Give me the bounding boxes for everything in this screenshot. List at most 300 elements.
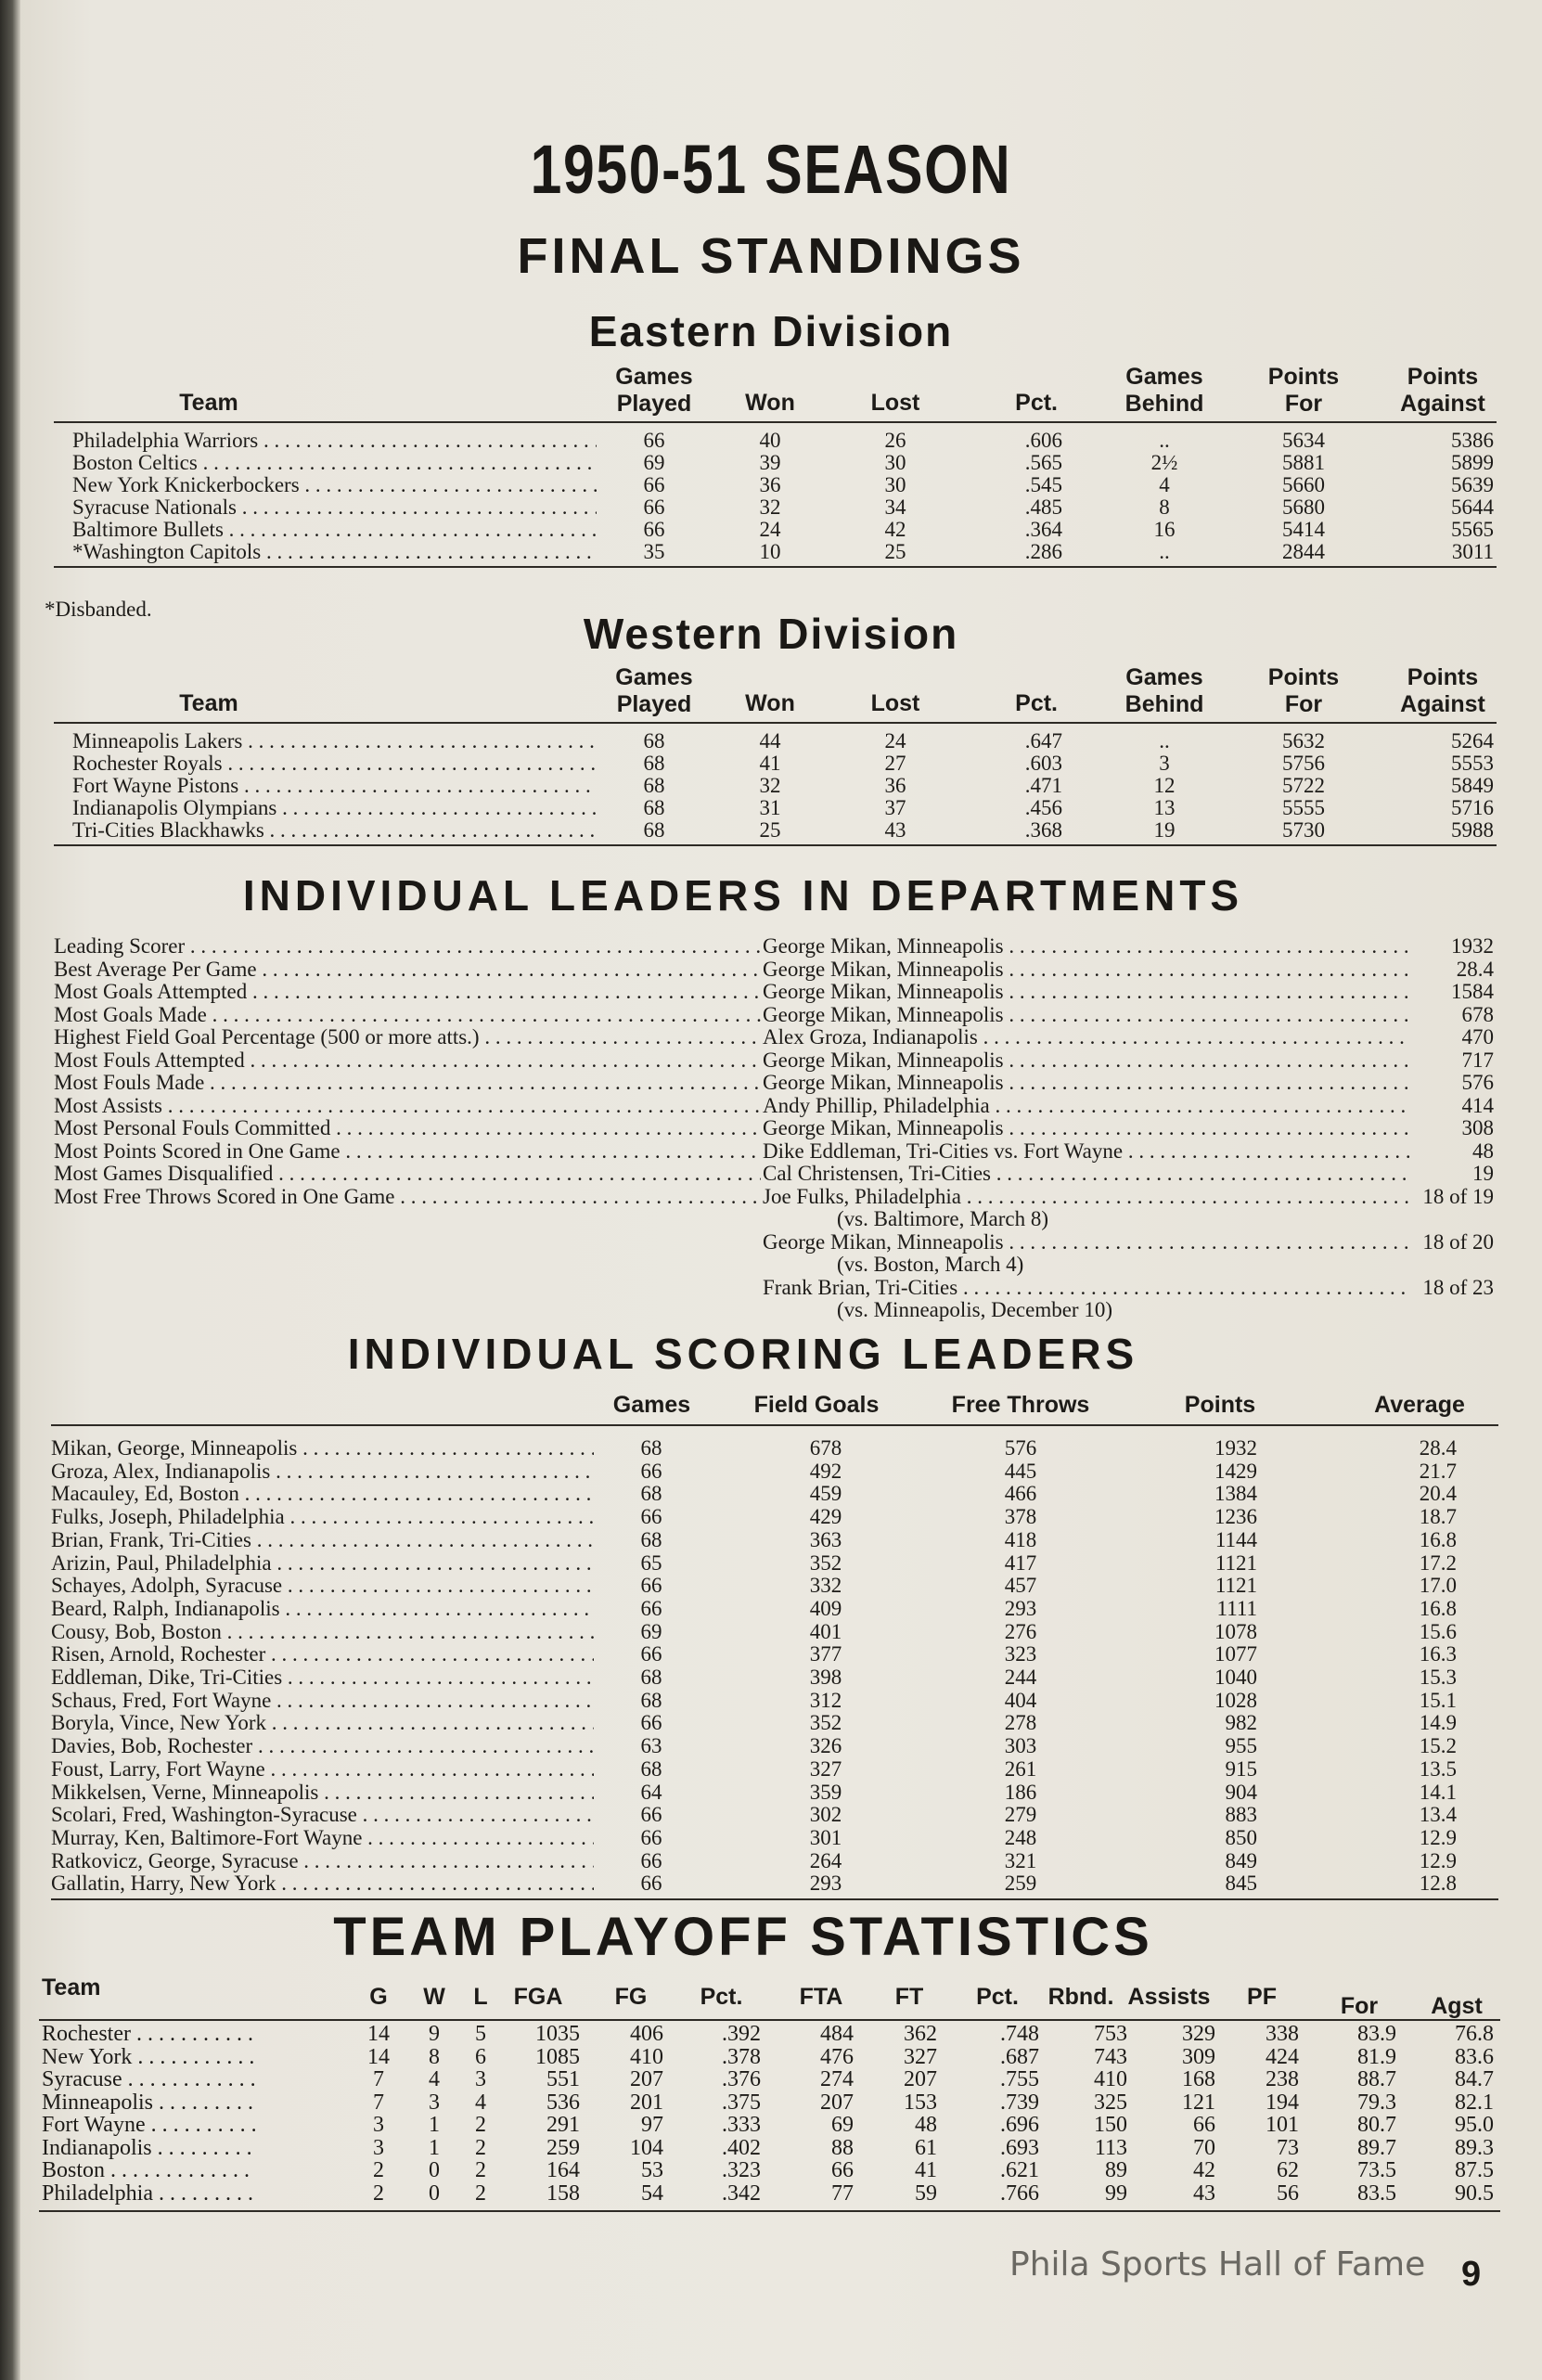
points: 1040 — [1214, 1666, 1257, 1689]
fga: 291 — [546, 2113, 580, 2137]
col-header-pct: Pct. — [1015, 690, 1058, 716]
team-name: Baltimore Bullets . . . — [72, 518, 597, 541]
col-header-pct: Pct. — [1015, 390, 1058, 416]
lost: 24 — [884, 729, 906, 753]
points-against: 5639 — [1451, 473, 1494, 496]
col-header-ft-8: FT — [894, 1984, 924, 2010]
bottom-rule — [54, 844, 1497, 846]
table-row — [0, 752, 1542, 775]
fg: 201 — [630, 2090, 663, 2115]
col-header-team-0: Team — [42, 1975, 101, 2000]
points: 982 — [1225, 1711, 1257, 1735]
col-header-lost: Lost — [870, 390, 920, 416]
g: 7 — [373, 2067, 384, 2091]
average: 15.6 — [1419, 1619, 1457, 1643]
g: 2 — [373, 2181, 384, 2206]
fg: 406 — [630, 2022, 663, 2046]
fg-pct: .376 — [722, 2067, 761, 2091]
team-name: *Washington Capitols . . . — [72, 540, 597, 563]
western-division-title: Western Division — [583, 610, 959, 658]
field-goals: 352 — [809, 1550, 842, 1575]
w: 8 — [429, 2044, 440, 2069]
lost: 25 — [884, 540, 906, 563]
won: 40 — [759, 429, 781, 452]
w: 0 — [429, 2158, 440, 2182]
games: 65 — [640, 1550, 662, 1575]
table-row — [0, 1139, 1542, 1163]
assists: 121 — [1182, 2090, 1215, 2115]
leader: George Mikan, Minneapolis . . . — [763, 1230, 1410, 1254]
leader-note: (vs. Baltimore, March 8) — [837, 1207, 1049, 1230]
table-row — [0, 2159, 1542, 2182]
games: 68 — [640, 1527, 662, 1551]
against: 95.0 — [1455, 2113, 1494, 2137]
w: 9 — [429, 2022, 440, 2046]
value: 48 — [1472, 1139, 1494, 1163]
free-throws: 186 — [1004, 1780, 1037, 1804]
assists: 43 — [1193, 2181, 1215, 2206]
points: 955 — [1225, 1734, 1257, 1758]
team: Philadelphia . . . — [42, 2182, 255, 2206]
points-for: 5680 — [1282, 495, 1325, 519]
games-behind: .. — [1159, 729, 1170, 753]
col-header-fta-7: FTA — [799, 1984, 843, 2010]
value: 18 of 19 — [1422, 1184, 1494, 1208]
points-against: 5644 — [1451, 495, 1494, 519]
table-row — [0, 1620, 1542, 1643]
free-throws: 466 — [1004, 1482, 1037, 1506]
col-header-pf-12: PF — [1247, 1984, 1277, 2010]
value: 18 of 20 — [1422, 1229, 1494, 1254]
points: 1384 — [1214, 1482, 1257, 1506]
against: 90.5 — [1455, 2181, 1494, 2206]
table-row — [0, 1003, 1542, 1026]
free-throws: 276 — [1004, 1619, 1037, 1643]
col-header-games-behind: Games Behind — [1124, 364, 1204, 417]
col-header-points-for: Points For — [1267, 364, 1340, 417]
department: Most Free Throws Scored in One Game . . . — [54, 1185, 761, 1208]
g: 7 — [373, 2090, 384, 2115]
col-header-games: Games — [612, 1392, 691, 1418]
games-behind: 2½ — [1150, 451, 1178, 474]
won: 44 — [759, 729, 781, 753]
table-row — [0, 2068, 1542, 2091]
l: 2 — [475, 2113, 486, 2137]
fg-pct: .378 — [722, 2044, 761, 2069]
won: 41 — [759, 752, 781, 775]
games-played: 68 — [643, 774, 665, 797]
leader: George Mikan, Minneapolis . . . — [763, 958, 1410, 981]
player-name: Boryla, Vince, New York . . . — [51, 1711, 594, 1734]
fga: 259 — [546, 2135, 580, 2160]
table-row — [0, 1185, 1542, 1208]
fta: 88 — [831, 2135, 854, 2160]
table-row — [0, 1872, 1542, 1895]
field-goals: 429 — [809, 1505, 842, 1529]
fg-pct: .333 — [722, 2113, 761, 2137]
fga: 536 — [546, 2090, 580, 2115]
table-row — [0, 1094, 1542, 1117]
points-for: 5555 — [1282, 796, 1325, 819]
for: 89.7 — [1357, 2135, 1396, 2160]
table-row — [0, 1551, 1542, 1575]
playoff-stats-title: TEAM PLAYOFF STATISTICS — [333, 1907, 1153, 1967]
average: 16.3 — [1419, 1642, 1457, 1666]
value: 1932 — [1451, 934, 1494, 958]
leader: Joe Fulks, Philadelphia . . . — [763, 1185, 1410, 1208]
fga: 1085 — [535, 2044, 580, 2069]
department: Most Points Scored in One Game . . . — [54, 1139, 761, 1163]
header-rule — [51, 1424, 1498, 1426]
pct: .603 — [1024, 752, 1062, 775]
average: 12.9 — [1419, 1825, 1457, 1849]
value: 717 — [1461, 1048, 1494, 1072]
header-rule — [54, 421, 1497, 423]
table-row — [0, 934, 1542, 958]
ft: 59 — [915, 2181, 937, 2206]
points: 904 — [1225, 1780, 1257, 1804]
team: Indianapolis . . . — [42, 2137, 255, 2160]
ft: 153 — [904, 2090, 937, 2115]
col-header-g-1: G — [369, 1984, 388, 2010]
field-goals: 359 — [809, 1780, 842, 1804]
free-throws: 278 — [1004, 1711, 1037, 1735]
field-goals: 377 — [809, 1642, 842, 1666]
eastern-division-title: Eastern Division — [588, 307, 954, 355]
pf: 56 — [1277, 2181, 1299, 2206]
average: 16.8 — [1419, 1596, 1457, 1620]
pf: 424 — [1266, 2044, 1299, 2069]
leader: Frank Brian, Tri-Cities . . . — [763, 1276, 1410, 1299]
l: 4 — [475, 2090, 486, 2115]
l: 6 — [475, 2044, 486, 2069]
table-row — [0, 1460, 1542, 1483]
points-for: 5414 — [1282, 518, 1325, 541]
ft-pct: .766 — [1000, 2181, 1039, 2206]
free-throws: 418 — [1004, 1527, 1037, 1551]
value: 1584 — [1451, 980, 1494, 1003]
section-title-final-standings: FINAL STANDINGS — [517, 228, 1025, 284]
scoring-leaders-title: INDIVIDUAL SCORING LEADERS — [347, 1330, 1139, 1378]
table-row — [0, 2091, 1542, 2115]
table-row — [0, 1230, 1542, 1254]
against: 84.7 — [1455, 2067, 1494, 2091]
col-header-field-goals: Field Goals — [753, 1392, 880, 1418]
col-header-assists-11: Assists — [1127, 1984, 1211, 2010]
games-played: 68 — [643, 796, 665, 819]
pf: 338 — [1266, 2022, 1299, 2046]
against: 83.6 — [1455, 2044, 1494, 2069]
assists: 168 — [1182, 2067, 1215, 2091]
table-row — [0, 958, 1542, 981]
points-against: 5553 — [1451, 752, 1494, 775]
page-number: 9 — [1461, 2255, 1482, 2294]
table-row — [0, 1574, 1542, 1597]
team-name: Indianapolis Olympians . . . — [72, 796, 597, 819]
bottom-rule — [39, 2210, 1500, 2212]
points: 1932 — [1214, 1436, 1257, 1460]
fg-pct: .402 — [722, 2135, 761, 2160]
team-name: Minneapolis Lakers . . . — [72, 729, 597, 753]
w: 0 — [429, 2181, 440, 2206]
points: 1121 — [1214, 1550, 1257, 1575]
games-behind: 13 — [1153, 796, 1176, 819]
rebounds: 410 — [1094, 2067, 1127, 2091]
col-header-pct-6: Pct. — [700, 1984, 743, 2010]
table-row — [0, 1436, 1542, 1460]
l: 5 — [475, 2022, 486, 2046]
against: 82.1 — [1455, 2090, 1494, 2115]
average: 12.8 — [1419, 1872, 1457, 1896]
watermark: Phila Sports Hall of Fame — [1009, 2245, 1426, 2284]
table-row — [0, 2114, 1542, 2137]
average: 15.1 — [1419, 1688, 1457, 1712]
ft-pct: .693 — [1000, 2135, 1039, 2160]
player-name: Risen, Arnold, Rochester . . . — [51, 1642, 594, 1666]
free-throws: 378 — [1004, 1505, 1037, 1529]
rebounds: 743 — [1094, 2044, 1127, 2069]
field-goals: 398 — [809, 1666, 842, 1689]
free-throws: 261 — [1004, 1756, 1037, 1781]
table-row — [0, 980, 1542, 1003]
department: Most Fouls Made . . . — [54, 1071, 761, 1094]
col-header-points-against: Points Against — [1400, 664, 1485, 717]
table-row — [0, 1528, 1542, 1551]
table-row — [0, 2023, 1542, 2046]
games-behind: 16 — [1153, 518, 1176, 541]
free-throws: 404 — [1004, 1688, 1037, 1712]
fg-pct: .323 — [722, 2158, 761, 2182]
ft-pct: .687 — [1000, 2044, 1039, 2069]
table-row — [0, 1207, 1542, 1230]
won: 10 — [759, 540, 781, 563]
free-throws: 457 — [1004, 1574, 1037, 1598]
against: 76.8 — [1455, 2022, 1494, 2046]
games-behind: 12 — [1153, 774, 1176, 797]
pct: .286 — [1024, 540, 1062, 563]
player-name: Groza, Alex, Indianapolis . . . — [51, 1460, 594, 1483]
bottom-rule — [54, 566, 1497, 568]
pct: .606 — [1024, 429, 1062, 452]
games: 64 — [640, 1780, 662, 1804]
player-name: Arizin, Paul, Philadelphia . . . — [51, 1551, 594, 1575]
table-row — [0, 729, 1542, 753]
rebounds: 113 — [1094, 2135, 1127, 2160]
fta: 476 — [820, 2044, 854, 2069]
player-name: Brian, Frank, Tri-Cities . . . — [51, 1528, 594, 1551]
col-header-team: Team — [179, 690, 238, 716]
team-name: Philadelphia Warriors . . . — [72, 429, 597, 452]
points-for: 5634 — [1282, 429, 1325, 452]
table-row — [0, 1666, 1542, 1689]
pf: 194 — [1266, 2090, 1299, 2115]
department: Most Assists . . . — [54, 1094, 761, 1117]
average: 18.7 — [1419, 1505, 1457, 1529]
table-row — [0, 1803, 1542, 1826]
games: 68 — [640, 1756, 662, 1781]
col-header-lost: Lost — [870, 690, 920, 716]
games: 66 — [640, 1505, 662, 1529]
team: Syracuse . . . — [42, 2068, 255, 2091]
fga: 1035 — [535, 2022, 580, 2046]
table-row — [0, 1826, 1542, 1849]
pf: 62 — [1277, 2158, 1299, 2182]
col-header-points: Points — [1184, 1392, 1256, 1418]
team: Fort Wayne . . . — [42, 2114, 255, 2137]
department: Best Average Per Game . . . — [54, 958, 761, 981]
free-throws: 248 — [1004, 1825, 1037, 1849]
games: 66 — [640, 1848, 662, 1872]
department: Highest Field Goal Percentage (500 or more atts.) . . . — [54, 1025, 761, 1048]
table-row — [0, 1482, 1542, 1505]
assists: 329 — [1182, 2022, 1215, 2046]
games: 66 — [640, 1803, 662, 1827]
for: 81.9 — [1357, 2044, 1396, 2069]
field-goals: 459 — [809, 1482, 842, 1506]
free-throws: 293 — [1004, 1596, 1037, 1620]
pct: .647 — [1024, 729, 1062, 753]
for: 88.7 — [1357, 2067, 1396, 2091]
field-goals: 264 — [809, 1848, 842, 1872]
table-row — [0, 1276, 1542, 1299]
player-name: Davies, Bob, Rochester . . . — [51, 1734, 594, 1757]
team-name: New York Knickerbockers . . . — [72, 473, 597, 496]
points: 915 — [1225, 1756, 1257, 1781]
average: 13.5 — [1419, 1756, 1457, 1781]
table-row — [0, 1597, 1542, 1620]
player-name: Eddleman, Dike, Tri-Cities . . . — [51, 1666, 594, 1689]
g: 3 — [373, 2135, 384, 2160]
table-row — [0, 1298, 1542, 1321]
ft: 61 — [915, 2135, 937, 2160]
w: 4 — [429, 2067, 440, 2091]
points-against: 5264 — [1451, 729, 1494, 753]
ft-pct: .748 — [1000, 2022, 1039, 2046]
leader: George Mikan, Minneapolis . . . — [763, 1071, 1410, 1094]
leader: Alex Groza, Indianapolis . . . — [763, 1025, 1410, 1048]
player-name: Fulks, Joseph, Philadelphia . . . — [51, 1505, 594, 1528]
department: Most Goals Attempted . . . — [54, 980, 761, 1003]
col-header-team: Team — [179, 390, 238, 416]
g: 14 — [367, 2044, 390, 2069]
player-name: Cousy, Bob, Boston . . . — [51, 1620, 594, 1643]
col-header-games-played: Games Played — [615, 664, 693, 717]
col-header-rbnd-10: Rbnd. — [1047, 1984, 1114, 2010]
points: 850 — [1225, 1825, 1257, 1849]
col-header-games-played: Games Played — [615, 364, 693, 417]
won: 36 — [759, 473, 781, 496]
g: 3 — [373, 2113, 384, 2137]
table-row — [0, 1505, 1542, 1528]
team: Boston . . . — [42, 2159, 255, 2182]
team-name: Tri-Cities Blackhawks . . . — [72, 818, 597, 842]
table-row — [0, 1849, 1542, 1872]
points-for: 5660 — [1282, 473, 1325, 496]
field-goals: 352 — [809, 1711, 842, 1735]
fg-pct: .342 — [722, 2181, 761, 2206]
games: 66 — [640, 1872, 662, 1896]
games-played: 66 — [643, 518, 665, 541]
table-row — [0, 1048, 1542, 1072]
fga: 158 — [546, 2181, 580, 2206]
rebounds: 99 — [1105, 2181, 1127, 2206]
points-against: 5565 — [1451, 518, 1494, 541]
g: 2 — [373, 2158, 384, 2182]
points-for: 2844 — [1282, 540, 1325, 563]
points: 1429 — [1214, 1459, 1257, 1483]
fg: 410 — [630, 2044, 663, 2069]
ft: 327 — [904, 2044, 937, 2069]
team-name: Syracuse Nationals . . . — [72, 495, 597, 519]
player-name: Schayes, Adolph, Syracuse . . . — [51, 1574, 594, 1597]
department: Leading Scorer . . . — [54, 934, 761, 958]
games: 69 — [640, 1619, 662, 1643]
free-throws: 259 — [1004, 1872, 1037, 1896]
lost: 42 — [884, 518, 906, 541]
games: 66 — [640, 1459, 662, 1483]
player-name: Beard, Ralph, Indianapolis . . . — [51, 1597, 594, 1620]
average: 17.2 — [1419, 1550, 1457, 1575]
table-row — [0, 540, 1542, 563]
value: 678 — [1461, 1002, 1494, 1026]
points: 845 — [1225, 1872, 1257, 1896]
value: 308 — [1461, 1116, 1494, 1139]
games: 66 — [640, 1596, 662, 1620]
col-header-won: Won — [745, 690, 795, 716]
points: 1111 — [1216, 1596, 1257, 1620]
points: 1028 — [1214, 1688, 1257, 1712]
table-row — [0, 1757, 1542, 1781]
col-header-won: Won — [745, 390, 795, 416]
header-rule — [39, 2019, 1500, 2021]
table-row — [0, 1689, 1542, 1712]
field-goals: 678 — [809, 1436, 842, 1460]
player-name: Schaus, Fred, Fort Wayne . . . — [51, 1689, 594, 1712]
leader: Dike Eddleman, Tri-Cities vs. Fort Wayne . . . — [763, 1139, 1410, 1163]
games-played: 66 — [643, 495, 665, 519]
table-row — [0, 818, 1542, 842]
average: 16.8 — [1419, 1527, 1457, 1551]
games: 66 — [640, 1711, 662, 1735]
free-throws: 323 — [1004, 1642, 1037, 1666]
lost: 30 — [884, 451, 906, 474]
assists: 42 — [1193, 2158, 1215, 2182]
g: 14 — [367, 2022, 390, 2046]
team-name: Boston Celtics . . . — [72, 451, 597, 474]
free-throws: 445 — [1004, 1459, 1037, 1483]
free-throws: 244 — [1004, 1666, 1037, 1689]
fga: 551 — [546, 2067, 580, 2091]
won: 32 — [759, 774, 781, 797]
won: 24 — [759, 518, 781, 541]
games-behind: .. — [1159, 429, 1170, 452]
table-row — [0, 495, 1542, 519]
pf: 101 — [1266, 2113, 1299, 2137]
leader: George Mikan, Minneapolis . . . — [763, 934, 1410, 958]
points-against: 3011 — [1451, 540, 1494, 563]
value: 470 — [1461, 1025, 1494, 1048]
rebounds: 150 — [1094, 2113, 1127, 2137]
field-goals: 401 — [809, 1619, 842, 1643]
games-played: 68 — [643, 752, 665, 775]
average: 28.4 — [1419, 1436, 1457, 1460]
points: 849 — [1225, 1848, 1257, 1872]
team: Rochester . . . — [42, 2023, 255, 2046]
individual-leaders-title: INDIVIDUAL LEADERS IN DEPARTMENTS — [242, 871, 1244, 920]
table-row — [0, 451, 1542, 474]
player-name: Murray, Ken, Baltimore-Fort Wayne . . . — [51, 1826, 594, 1849]
games-behind: 4 — [1159, 473, 1170, 496]
